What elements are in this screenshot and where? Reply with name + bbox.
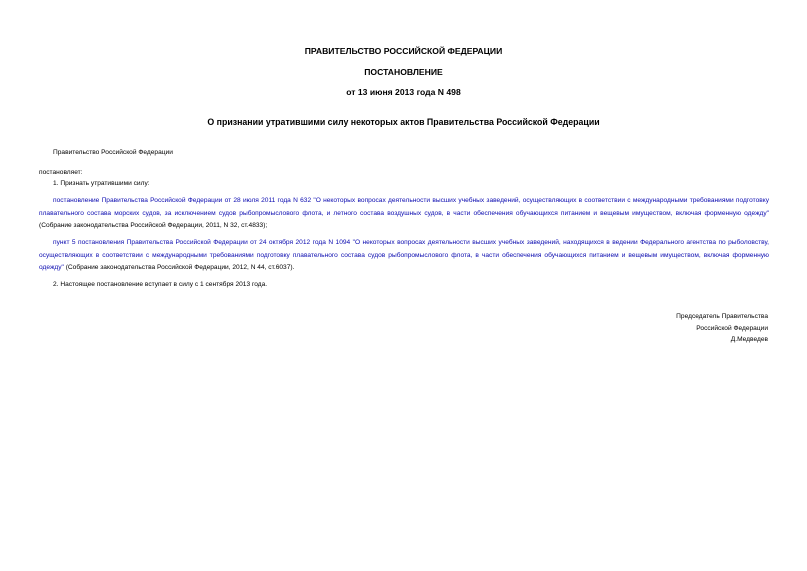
document-type-heading: ПОСТАНОВЛЕНИЕ <box>364 67 443 77</box>
act-1-source: (Собрание законодательства Российской Федерации, 2011, N 32, ст.4833); <box>39 222 268 230</box>
government-heading: ПРАВИТЕЛЬСТВО РОССИЙСКОЙ ФЕДЕРАЦИИ <box>304 46 503 56</box>
document-title: О признании утратившими силу некоторых актов Правительства Российской Федерации <box>207 117 600 127</box>
document-date-number: от 13 июня 2013 года N 498 <box>346 87 461 97</box>
act-2-link[interactable]: пункт 5 постановления Правительства Российской Федерации от 24 октября 2012 года N 1094 "О некоторых вопросах деятельности высших учебных заведений, находящихся в ведении Федерального агентства по рыболовству, осуществляющих в соответствии с международными требованиями подготовку плавательного состава судов рыбопромыслового флота, в части обеспечения обучающихся питанием и вещевым имуществом, включая форменную одежду" <box>39 239 769 272</box>
act-1-link[interactable]: постановление Правительства Российской Федерации от 28 июля 2011 года N 632 "О некоторых вопросах деятельности высших учебных заведений, осуществляющих в соответствии с международными требованиями подготовку плавательного состава морских судов, за исключением судов рыбопромыслового флота, и летного состава воздушных судов, в части обеспечения обучающихся питанием и вещевым имуществом, включая форменную одежду" <box>39 197 769 217</box>
act-2-source: (Собрание законодательства Российской Федерации, 2012, N 44, ст.6037). <box>63 264 295 272</box>
issuer-text: Правительство Российской Федерации <box>53 149 173 156</box>
signature-block <box>676 311 768 346</box>
signature-position-line1: Председатель Правительства <box>676 313 768 320</box>
item-2-text: 2. Настоящее постановление вступает в силу с 1 сентября 2013 года. <box>53 281 268 288</box>
signature-position-line2: Российской Федерации <box>696 324 768 332</box>
decrees-text: постановляет: <box>39 169 83 176</box>
repealed-act-2 <box>39 237 769 275</box>
item-1-text: 1. Признать утратившими силу: <box>53 180 150 187</box>
repealed-act-1 <box>39 195 769 233</box>
signature-name: Д.Медведев <box>730 336 768 343</box>
